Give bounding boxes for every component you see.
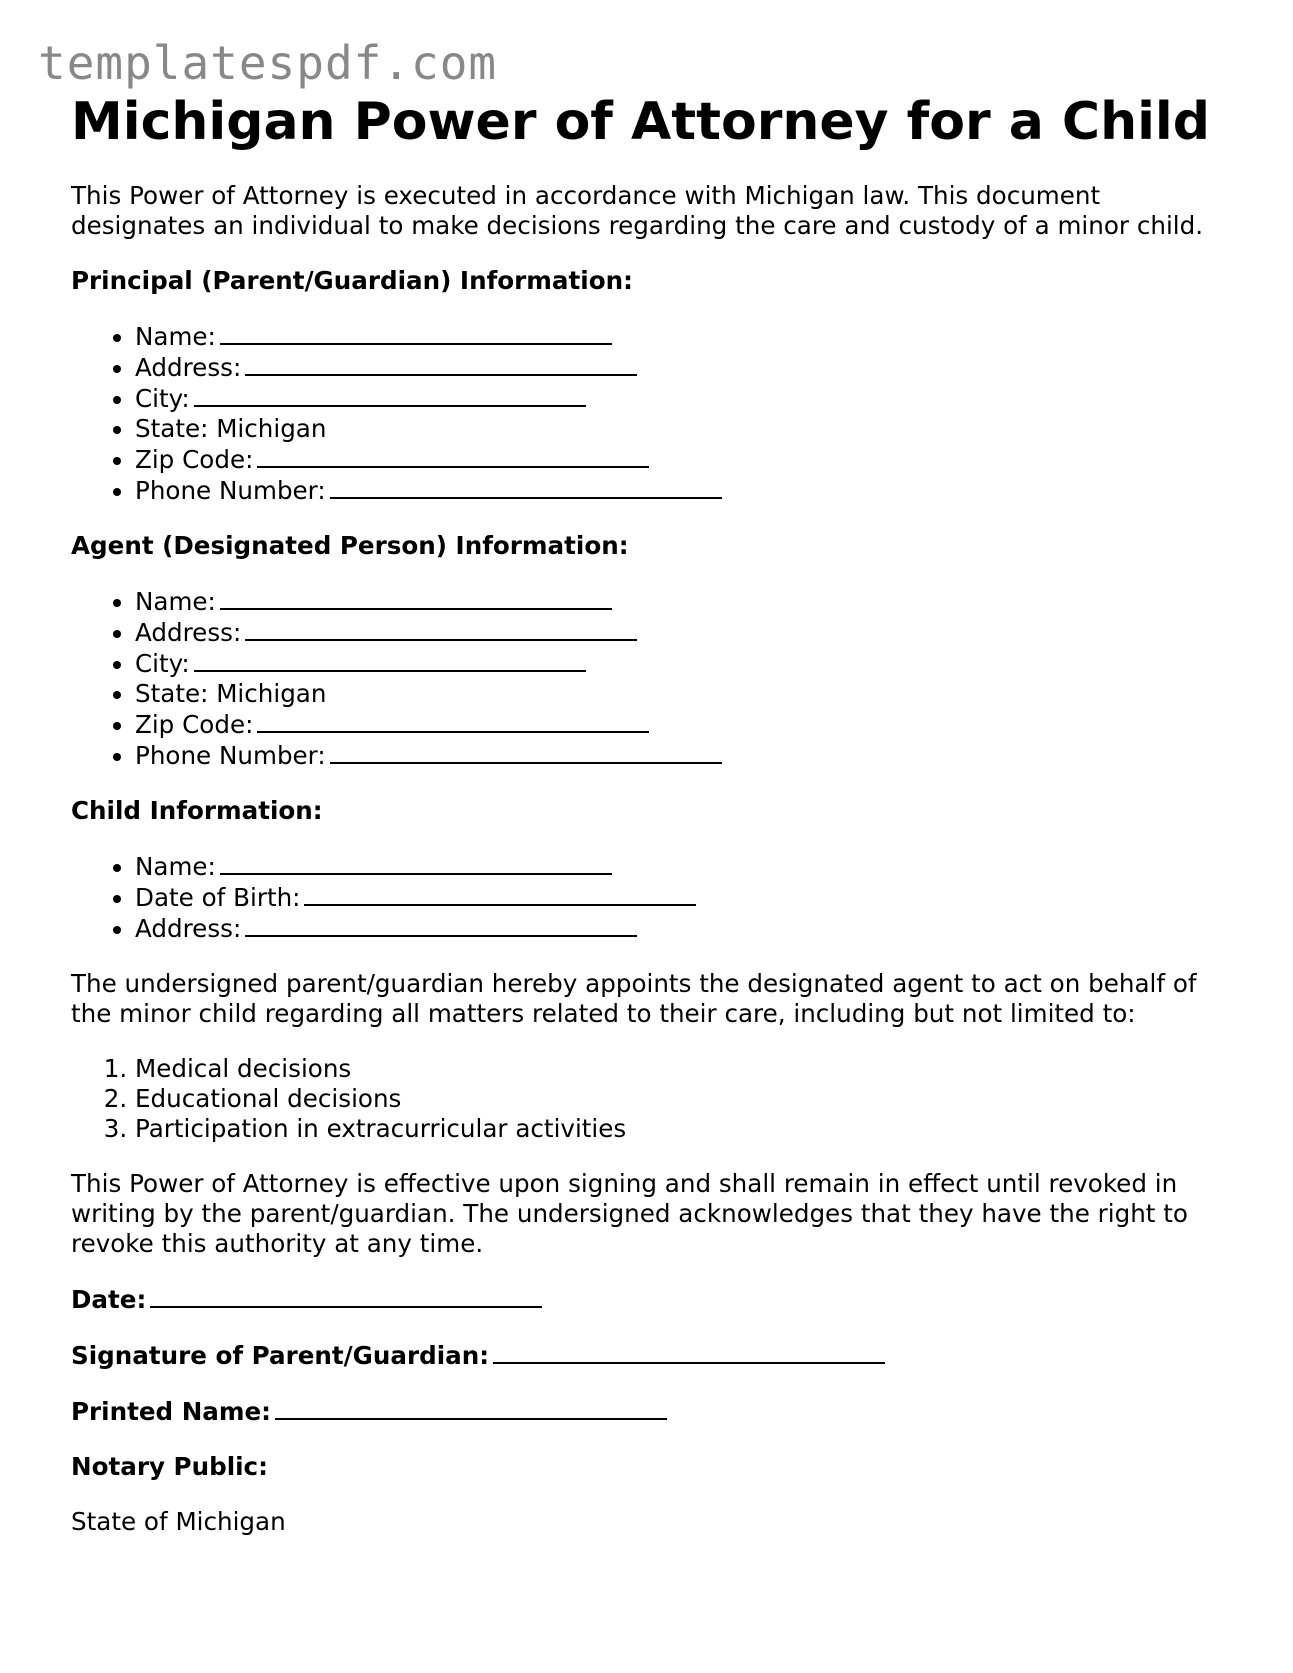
- field-label: Address:: [135, 914, 242, 943]
- field-label: State: Michigan: [135, 679, 327, 708]
- page-title: Michigan Power of Attorney for a Child: [71, 92, 1210, 152]
- child-name-blank[interactable]: [220, 851, 612, 875]
- child-name-field: [135, 851, 1231, 882]
- agent-zip-field: [135, 709, 1231, 740]
- field-label: Date of Birth:: [135, 883, 301, 912]
- principal-phone-field: [135, 475, 1231, 506]
- field-label: Name:: [135, 587, 216, 616]
- field-label: Name:: [135, 322, 216, 351]
- date-line: [71, 1284, 1231, 1315]
- date-blank[interactable]: [150, 1284, 542, 1308]
- power-item: 3. Participation in extracurricular activities: [135, 1114, 1231, 1144]
- child-fields: [71, 851, 1231, 944]
- agent-phone-field: [135, 740, 1231, 771]
- document-page: [71, 90, 1231, 1537]
- field-label: Zip Code:: [135, 710, 254, 739]
- field-label: Address:: [135, 353, 242, 382]
- agent-address-blank[interactable]: [245, 617, 637, 641]
- field-label: Name:: [135, 852, 216, 881]
- notary-state: State of Michigan: [71, 1507, 286, 1536]
- principal-phone-blank[interactable]: [330, 475, 722, 499]
- power-item: 2. Educational decisions: [135, 1084, 1231, 1114]
- date-label: Date:: [71, 1285, 147, 1314]
- effective-paragraph: This Power of Attorney is effective upon signing and shall remain in effect until revoked in writing by the parent/guardian. The undersigned acknowledges that they have the right to revoke this authority at any time.: [71, 1169, 1188, 1258]
- printed-name-blank[interactable]: [275, 1396, 667, 1420]
- principal-zip-field: [135, 444, 1231, 475]
- field-label: Phone Number:: [135, 741, 326, 770]
- signature-line: [71, 1340, 1231, 1371]
- field-label: Zip Code:: [135, 445, 254, 474]
- agent-city-blank[interactable]: [194, 648, 586, 672]
- field-label: Phone Number:: [135, 476, 326, 505]
- principal-state-field: [135, 414, 1231, 444]
- signature-label: Signature of Parent/Guardian:: [71, 1341, 490, 1370]
- principal-name-blank[interactable]: [220, 321, 612, 345]
- field-label: Address:: [135, 618, 242, 647]
- principal-fields: [71, 321, 1231, 506]
- child-address-blank[interactable]: [245, 913, 637, 937]
- child-address-field: [135, 913, 1231, 944]
- principal-heading: Principal (Parent/Guardian) Information:: [71, 266, 633, 295]
- field-label: City:: [135, 649, 190, 678]
- principal-address-blank[interactable]: [245, 352, 637, 376]
- agent-state-field: [135, 679, 1231, 709]
- notary-heading: Notary Public:: [71, 1452, 268, 1481]
- printed-name-line: [71, 1396, 1231, 1427]
- agent-fields: [71, 586, 1231, 771]
- watermark: templatespdf.com: [38, 36, 498, 90]
- agent-name-blank[interactable]: [220, 586, 612, 610]
- field-label: City:: [135, 384, 190, 413]
- child-heading: Child Information:: [71, 796, 323, 825]
- child-dob-blank[interactable]: [304, 882, 696, 906]
- field-label: State: Michigan: [135, 414, 327, 443]
- child-dob-field: [135, 882, 1231, 913]
- principal-name-field: [135, 321, 1231, 352]
- agent-address-field: [135, 617, 1231, 648]
- agent-heading: Agent (Designated Person) Information:: [71, 531, 629, 560]
- intro-paragraph: This Power of Attorney is executed in accordance with Michigan law. This document designates an individual to make decisions regarding the care and custody of a minor child.: [71, 181, 1204, 240]
- powers-list: [71, 1054, 1231, 1144]
- principal-address-field: [135, 352, 1231, 383]
- agent-city-field: [135, 648, 1231, 679]
- principal-zip-blank[interactable]: [257, 444, 649, 468]
- agent-phone-blank[interactable]: [330, 740, 722, 764]
- power-item: 1. Medical decisions: [135, 1054, 1231, 1084]
- appointment-paragraph: The undersigned parent/guardian hereby appoints the designated agent to act on behalf of the minor child regarding all matters related to their care, including but not limited to:: [71, 969, 1197, 1028]
- principal-city-blank[interactable]: [194, 383, 586, 407]
- printed-name-label: Printed Name:: [71, 1397, 272, 1426]
- agent-zip-blank[interactable]: [257, 709, 649, 733]
- principal-city-field: [135, 383, 1231, 414]
- agent-name-field: [135, 586, 1231, 617]
- signature-blank[interactable]: [493, 1340, 885, 1364]
